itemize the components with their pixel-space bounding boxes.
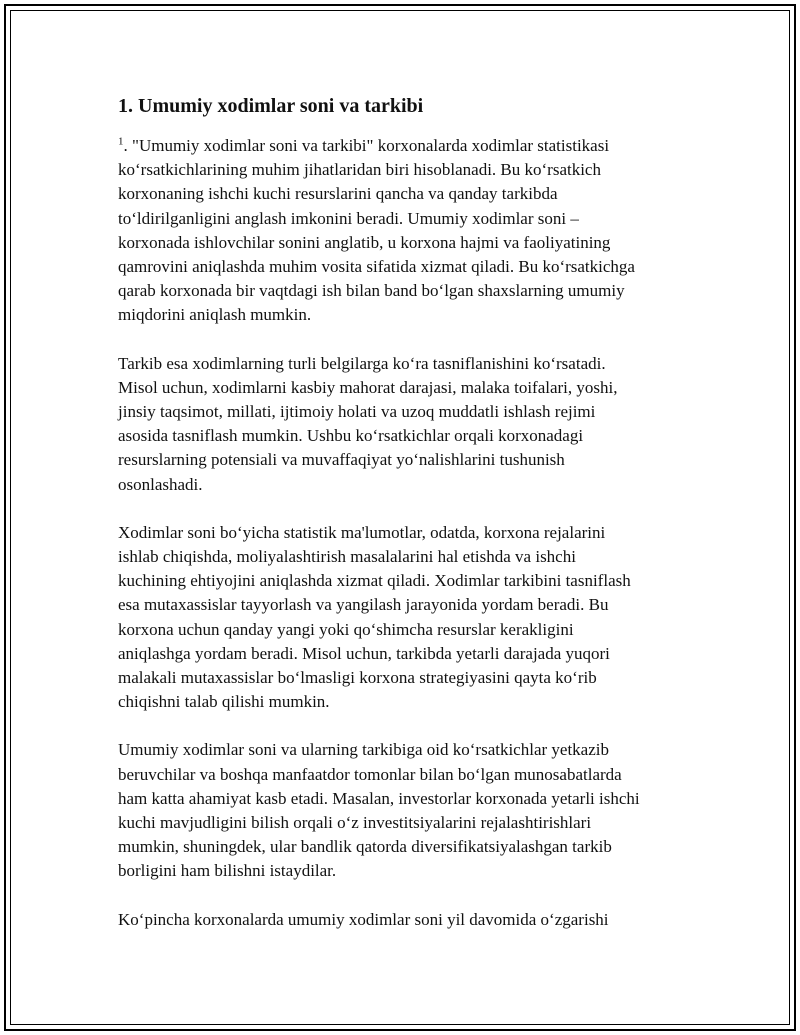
document-body [118, 92, 698, 956]
paragraph-line: korxona uchun qanday yangi yoki qo‘shimcha resurslar kerakligini [118, 619, 574, 639]
paragraph [118, 352, 698, 497]
paragraph-line: Umumiy xodimlar soni va ularning tarkibiga oid ko‘rsatkichlar yetkazib [118, 740, 609, 760]
paragraph-line: ko‘rsatkichlarining muhim jihatlaridan biri hisoblanadi. Bu ko‘rsatkich [118, 160, 601, 180]
paragraph-line: kuchining ehtiyojini aniqlashda xizmat qiladi. Xodimlar tarkibini tasniflash [118, 571, 631, 591]
paragraph-line: jinsiy taqsimot, millati, ijtimoiy holati va uzoq muddatli ishlash rejimi [118, 402, 596, 422]
paragraph-line: korxonada ishlovchilar sonini anglatib, u korxona hajmi va faoliyatining [118, 232, 611, 252]
paragraph-line: qarab korxonada bir vaqtdagi ish bilan band bo‘lgan shaxslarning umumiy [118, 281, 625, 301]
paragraph-line: kuchi mavjudligini bilish orqali o‘z investitsiyalarini rejalashtirishlari [118, 813, 592, 833]
paragraph-line: Tarkib esa xodimlarning turli belgilarga ko‘ra tasniflanishini ko‘rsatadi. [118, 353, 606, 373]
paragraph-line: ham katta ahamiyat kasb etadi. Masalan, investorlar korxonada yetarli ishchi [118, 788, 640, 808]
paragraph-line: Ko‘pincha korxonalarda umumiy xodimlar soni yil davomida o‘zgarishi [118, 909, 609, 929]
section-heading: 1. Umumiy xodimlar soni va tarkibi [118, 95, 424, 117]
paragraph [118, 908, 698, 932]
paragraph-line: Misol uchun, xodimlarni kasbiy mahorat darajasi, malaka toifalari, yoshi, [118, 377, 618, 397]
paragraph-list [118, 134, 698, 932]
paragraph-line: ishlab chiqishda, moliyalashtirish masalalarini hal etishda va ishchi [118, 547, 576, 567]
paragraph-line: malakali mutaxassislar bo‘lmasligi korxona strategiyasini qayta ko‘rib [118, 668, 597, 688]
paragraph-line: aniqlashga yordam beradi. Misol uchun, tarkibda yetarli darajada yuqori [118, 643, 610, 663]
paragraph [118, 521, 698, 715]
paragraph-line: miqdorini aniqlash mumkin. [118, 305, 312, 325]
paragraph-line: chiqishni talab qilishi mumkin. [118, 692, 330, 712]
paragraph [118, 738, 698, 883]
paragraph-line: mumkin, shuningdek, ular bandlik qatorda diversifikatsiyalashgan tarkib [118, 837, 612, 857]
paragraph [118, 134, 698, 328]
paragraph-line: asosida tasniflash mumkin. Ushbu ko‘rsatkichlar orqali korxonadagi [118, 426, 584, 446]
paragraph-line: Xodimlar soni bo‘yicha statistik ma'lumotlar, odatda, korxona rejalarini [118, 522, 606, 542]
paragraph-line: . "Umumiy xodimlar soni va tarkibi" korxonalarda xodimlar statistikasi [123, 136, 610, 155]
paragraph-line: korxonaning ishchi kuchi resurslarini qancha va qanday tarkibda [118, 184, 558, 204]
paragraph-line: osonlashadi. [118, 474, 203, 494]
paragraph-line: esa mutaxassislar tayyorlash va yangilash jarayonida yordam beradi. Bu [118, 595, 609, 615]
paragraph-line: borligini ham bilishni istaydilar. [118, 861, 337, 881]
paragraph-line: qamrovini aniqlashda muhim vosita sifatida xizmat qiladi. Bu ko‘rsatkichga [118, 257, 635, 277]
paragraph-line: to‘ldirilganligini anglash imkonini beradi. Umumiy xodimlar soni – [118, 208, 579, 228]
paragraph-line: beruvchilar va boshqa manfaatdor tomonlar bilan bo‘lgan munosabatlarda [118, 764, 622, 784]
footnote-marker: 1 [118, 135, 124, 148]
paragraph-line: resurslarning potensiali va muvaffaqiyat yo‘nalishlarini tushunish [118, 450, 565, 470]
